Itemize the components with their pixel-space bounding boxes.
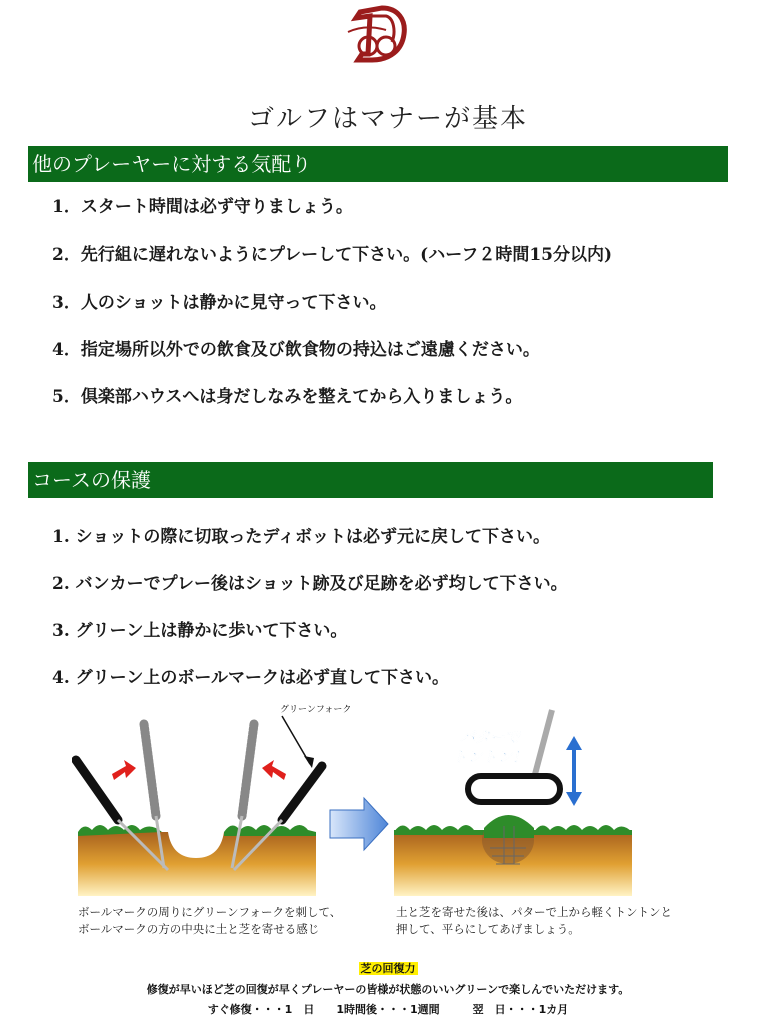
- left-panel: [76, 704, 351, 896]
- turf-recovery-times: すぐ修復・・・1 日 1時間後・・・1週間 翌 日・・・1カ月: [207, 1003, 569, 1016]
- list-item: 3．人のショットは静かに見守って下さい。: [52, 293, 387, 313]
- caption-right-line: 押して、平らにしてあげましょう。: [396, 922, 580, 936]
- list-item: 1. ショットの際に切取ったディボットは必ず元に戻して下さい。: [52, 527, 550, 547]
- section-heading-etiquette: 他のプレーヤーに対する気配り: [28, 146, 728, 182]
- list-item: 2. バンカーでプレー後はショット跡及び足跡を必ず均して下さい。: [52, 574, 568, 594]
- turf-recovery-heading: [0, 960, 776, 976]
- caption-left-line: ボールマークの方の中央に土と芝を寄せる感じ: [78, 922, 320, 936]
- caption-left-line: ボールマークの周りにグリーンフォークを刺して、: [78, 905, 342, 919]
- fork-label: グリーンフォーク: [280, 705, 352, 715]
- putter-label-line2: トントン！: [452, 748, 528, 766]
- turf-recovery-text: 修復が早いほど芝の回復が早くプレーヤーの皆様が状態のいいグリーンで楽しんでいただけます。: [146, 983, 630, 996]
- list-item: 5．倶楽部ハウスへは身だしなみを整えてから入りましょう。: [52, 387, 523, 407]
- list-item: 2．先行組に遅れないようにプレーして下さい。(ハーフ２時間15分以内): [52, 245, 613, 265]
- club-logo: [346, 2, 410, 66]
- list-item: 3. グリーン上は静かに歩いて下さい。: [52, 621, 348, 641]
- section-heading-course-care: コースの保護: [28, 462, 713, 498]
- list-item: 4．指定場所以外での飲食及び飲食物の持込はご遠慮ください。: [52, 340, 540, 360]
- page-title: ゴルフはマナーが基本: [247, 104, 528, 134]
- putter-label-line1: パターで: [460, 728, 521, 746]
- caption-right: [396, 904, 672, 938]
- right-panel: [394, 710, 632, 896]
- caption-left: [78, 904, 341, 938]
- caption-right-line: 土と芝を寄せた後は、パターで上から軽くトントンと: [396, 905, 672, 919]
- turf-recovery-highlight: 芝の回復力: [360, 962, 416, 975]
- list-item: 1．スタート時間は必ず守りましょう。: [52, 197, 353, 217]
- list-item: 4. グリーン上のボールマークは必ず直して下さい。: [52, 668, 449, 688]
